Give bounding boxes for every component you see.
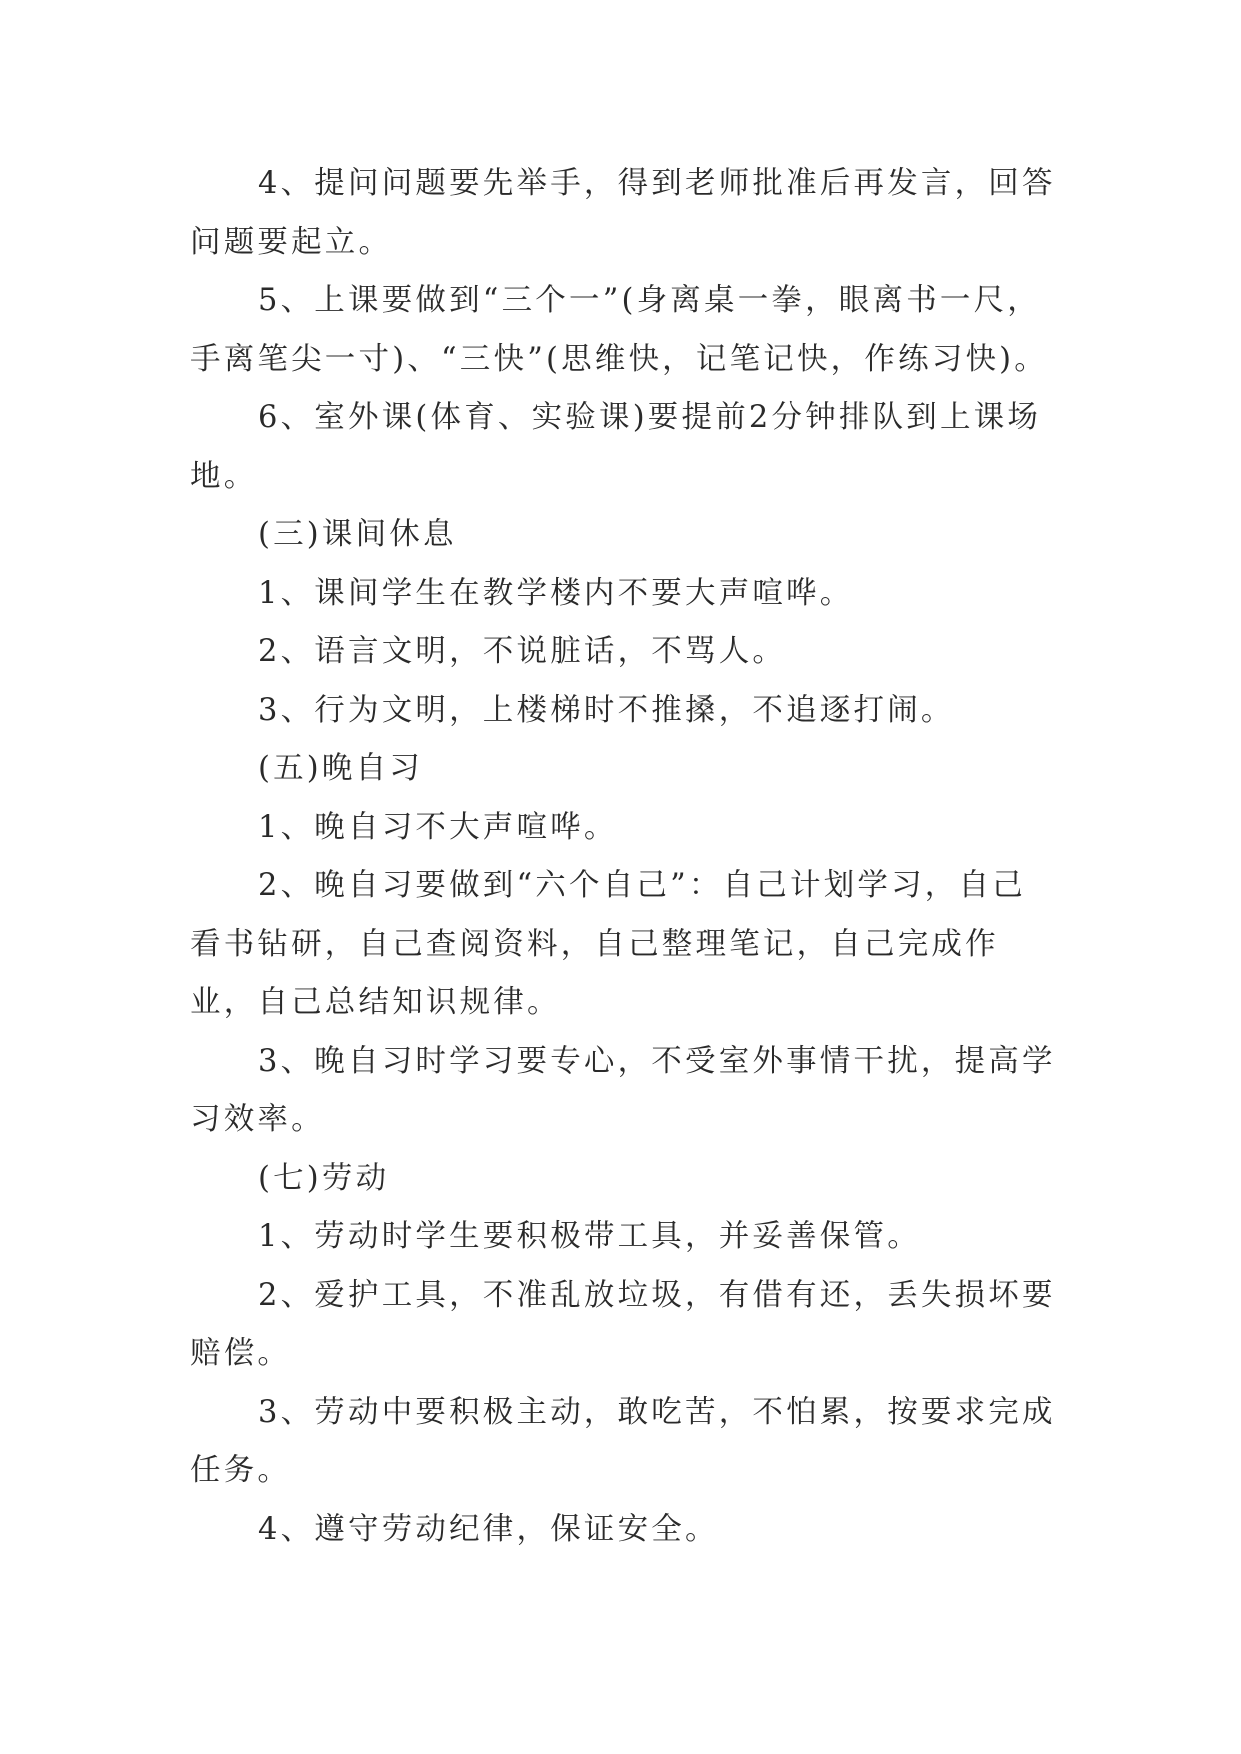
rule-item: 2、语言文明，不说脏话，不骂人。 bbox=[258, 634, 787, 669]
section-heading: (七)劳动 bbox=[258, 1160, 390, 1196]
rule-item: 1、晚自习不大声喧哗。 bbox=[258, 809, 618, 845]
rule-item: 3、劳动中要积极主动，敢吃苦，不怕累，按要求完成任务。 bbox=[190, 1394, 1056, 1488]
section-heading: (五)晚自习 bbox=[258, 751, 423, 786]
rule-item: 1、课间学生在教学楼内不要大声喧哗。 bbox=[258, 575, 854, 611]
rule-item: 6、室外课(体育、实验课)要提前2分钟排队到上课场地。 bbox=[190, 400, 1042, 494]
section-heading: (三)课间休息 bbox=[258, 517, 457, 552]
rule-item: 4、提问问题要先举手，得到老师批准后再发言，回答问题要起立。 bbox=[190, 166, 1056, 260]
rule-item: 2、爱护工具，不准乱放垃圾，有借有还，丢失损坏要赔偿。 bbox=[190, 1277, 1056, 1371]
rule-item: 4、遵守劳动纪律，保证安全。 bbox=[258, 1511, 719, 1547]
rule-item: 2、晚自习要做到“六个自己”：自己计划学习，自己看书钻研，自己查阅资料，自己整理笔记，自己完成作业，自己总结知识规律。 bbox=[190, 868, 1026, 1020]
document-body bbox=[190, 155, 1058, 1559]
rule-item: 5、上课要做到“三个一”(身离桌一拳，眼离书一尺，手离笔尖一寸)、“三快”(思维快，记笔记快，作练习快)。 bbox=[190, 283, 1048, 377]
rule-item: 1、劳动时学生要积极带工具，并妥善保管。 bbox=[258, 1219, 921, 1254]
rule-item: 3、晚自习时学习要专心，不受室外事情干扰，提高学习效率。 bbox=[190, 1043, 1056, 1137]
rule-item: 3、行为文明，上楼梯时不推搡，不追逐打闹。 bbox=[258, 692, 955, 728]
